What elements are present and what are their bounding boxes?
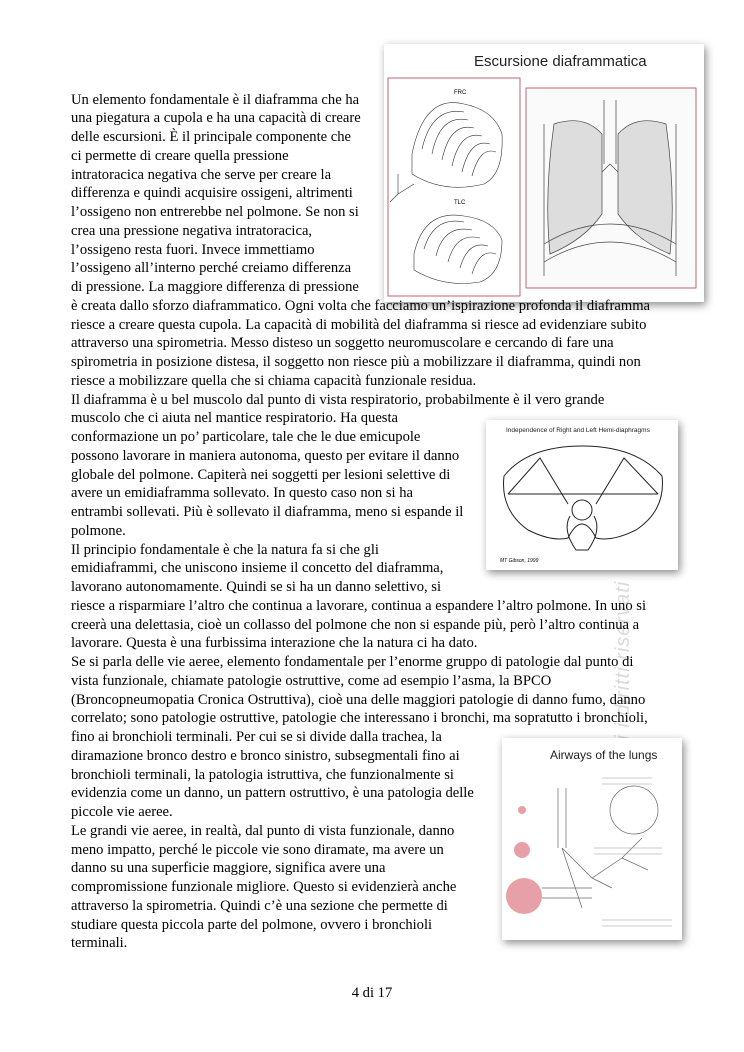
text-line: intratoracica negativa che serve per creare la [71,167,332,183]
text-line: riesce a creare questa cupola. La capacità di mobilità del diaframma si riesce ad evidenziare subito [71,317,647,333]
text-line: (Broncopneumopatia Cronica Ostruttiva), cioè una delle maggiori patologie di danno fumo, danno [71,692,646,708]
text-line: lavorare. Questa è una furbissima interazione che la natura ci ha dato. [71,635,478,651]
text-line: l’ossigeno non entrerebbe nel polmone. Se non si [71,204,359,220]
text-line: studiare questa piccola parte del polmone, ovvero i bronchioli [71,917,433,933]
text-line: ci permette di creare quella pressione [71,148,289,164]
text-line: vista funzionale, chiamate patologie ostruttive, come ad esempio l’asma, la BPCO [71,673,552,689]
svg-text:TLC: TLC [454,200,466,206]
text-line: muscolo che ci aiuta nel mantice respiratorio. Ha questa [71,410,399,426]
text-line: fino ai bronchioli terminali. Per cui se si divide dalla trachea, la [71,729,442,745]
diaphragm-illustration [384,44,704,302]
hemidiaphragm-credit: MT Gibson, 1999 [500,558,539,564]
figure-hemidiaphragms-title: Independence of Right and Left Hemi-diaphragms [506,427,650,434]
text-line: polmone. [71,523,126,539]
text-line: Le grandi vie aeree, in realtà, dal punto di vista funzionale, danno [71,823,455,839]
text-line: emidiaframmi, che uniscono insieme il concetto del diaframma, [71,560,444,576]
text-line: bronchioli terminali, la patologia istruttiva, che funzionalmente si [71,767,454,783]
text-line: conformazione un po’ particolare, tale che le due emicupole [71,429,421,445]
text-line: piccole vie aeree. [71,804,173,820]
text-line: possono lavorare in maniera autonoma, questo per evitare il danno [71,448,460,464]
figure-airways-title: Airways of the lungs [550,748,658,762]
text-line: Un elemento fondamentale è il diaframma che ha [71,92,360,108]
text-line: è creata dallo sforzo diaframmatico. Ogni volta che facciamo un’ispirazione profonda il diaframma [71,298,651,314]
text-line: l’ossigeno resta fuori. Invece immettiamo [71,242,315,258]
text-line: evidenzia come un danno, un pattern ostruttivo, è una patologia delle [71,785,474,801]
figure-hemidiaphragms [486,420,678,570]
text-line: danno su una superficie maggiore, significa avere una [71,860,386,876]
airways-illustration [502,738,682,940]
text-line: Il diaframma è u bel muscolo dal punto di vista respiratorio, probabilmente è il vero grande [71,392,605,408]
text-line: crea una pressione negativa intratoracica, [71,223,313,239]
hemidiaphragm-illustration [486,420,678,570]
text-line: attraverso una spirometria. Messo disteso un soggetto neuromuscolare e cercando di fare una [71,335,614,351]
text-line: lavorano autonomamente. Quindi se si ha un danno selettivo, si [71,579,442,595]
text-line: creerà una delettasia, cioè un collasso del polmone che non si espande più, però l’altro continua a [71,617,640,633]
text-line: avere un emidiaframma sollevato. In questo caso non si ha [71,485,414,501]
text-line: delle escursioni. È il principale componente che [71,129,352,145]
text-line: diramazione bronco destro e bronco sinistro, subsegmentali fino ai [71,748,460,764]
text-line: attraverso la spirometria. Quindi c’è una sezione che permette di [71,898,448,914]
text-line: meno impatto, perché le piccole vie sono diramate, ma avere un [71,842,444,858]
text-line: l’ossigeno all’interno perché creiamo differenza [71,260,352,276]
figure-diaphragm-title: Escursione diaframmatica [474,53,647,70]
text-line: una piegatura a cupola e ha una capacità di creare [71,110,361,126]
text-line: spirometria in posizione distesa, il soggetto non riesce più a mobilizzare il diaframma, quindi non [71,354,641,370]
text-line: globale del polmone. Capiterà nei soggetti per lesioni selettive di [71,467,451,483]
text-line: riesce a mobilizzare quella che si chiama capacità funzionale residua. [71,373,477,389]
text-line: Il principio fondamentale è che la natura fa si che gli [71,542,379,558]
text-line: entrambi sollevati. Più è sollevato il diaframma, meno si espande il [71,504,464,520]
figure-airways [502,738,682,940]
text-line: compromissione funzionale migliore. Questo si evidenzierà anche [71,879,457,895]
text-line: differenza e quindi acquisire ossigeni, altrimenti [71,185,353,201]
text-line: riesce a risparmiare l’altro che continua a lavorare, continua a espandere l’altro polmone. In uno si [71,598,646,614]
text-line: Se si parla delle vie aeree, elemento fondamentale per l’enorme gruppo di patologie dal punto di [71,654,634,670]
figure-diaphragm-excursion [384,44,704,302]
text-line: correlato; sono patologie ostruttive, patologie che interessano i bronchi, ma sopratutto i bronchioli, [71,710,648,726]
text-line: di pressione. La maggiore differenza di pressione [71,279,359,295]
text-line: terminali. [71,935,128,951]
label-frc: FRC [454,90,467,96]
page-number: 4 di 17 [351,985,393,1001]
